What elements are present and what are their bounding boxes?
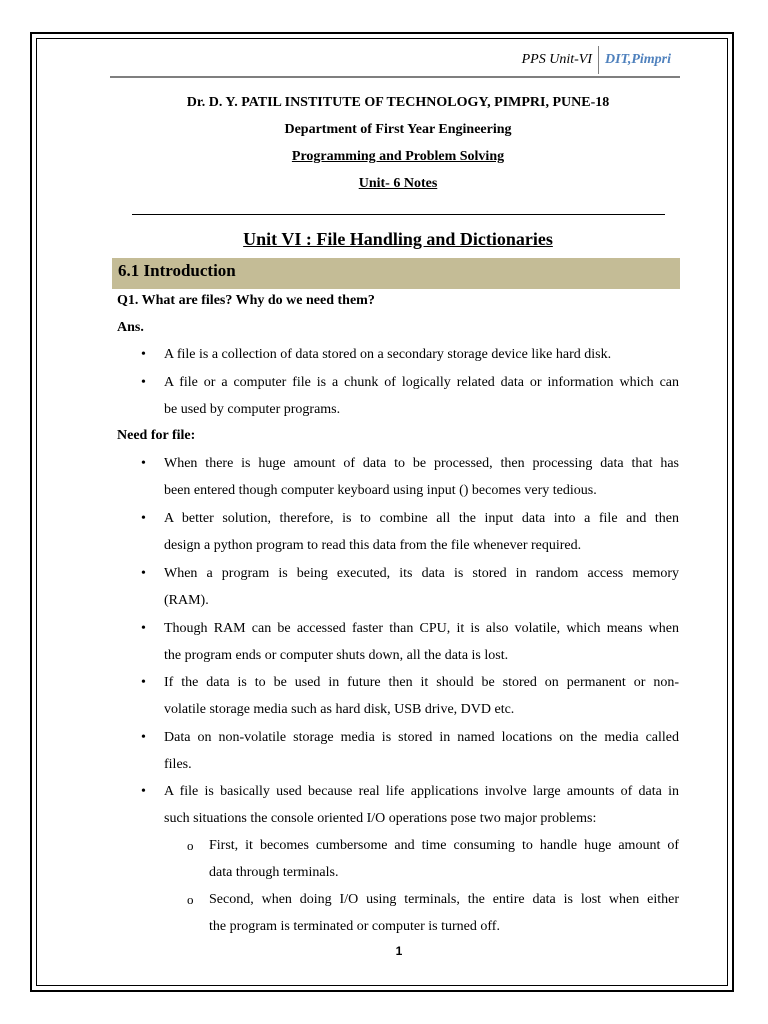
ans-bullet-2-line-1: A file or a computer file is a chunk of logically related data or information which can [164, 375, 679, 390]
ans-label: Ans. [117, 320, 144, 335]
need-bullet-1-line-1: When there is huge amount of data to be processed, then processing data that has [164, 456, 679, 471]
sub-bullet-2-line-1: Second, when doing I/O using terminals, the entire data is lost when either [209, 892, 679, 907]
need-bullet-3-line-1: When a program is being executed, its data is stored in random access memory [164, 566, 679, 581]
need-label: Need for file: [117, 428, 196, 443]
bullet-marker: • [141, 675, 146, 690]
bullet-marker: • [141, 375, 146, 390]
sub-bullet-marker: o [187, 892, 194, 907]
need-bullet-6-line-2: files. [164, 757, 192, 772]
need-bullet-3-line-2: (RAM). [164, 593, 209, 608]
header-separator [598, 46, 599, 74]
bullet-marker: • [141, 456, 146, 471]
header-left: PPS Unit-VI [521, 52, 592, 67]
page-header [110, 46, 680, 78]
need-bullet-5-line-2: volatile storage media such as hard disk, USB drive, DVD etc. [164, 702, 515, 717]
unit-notes: Unit- 6 Notes [358, 176, 438, 191]
section-heading [112, 258, 680, 289]
ans-bullet-1-line-1: A file is a collection of data stored on a secondary storage device like hard disk. [164, 347, 612, 362]
sub-bullet-marker: o [187, 838, 194, 853]
need-bullet-5-line-1: If the data is to be used in future then it should be stored on permanent or non- [164, 675, 679, 690]
sub-bullet-2-line-2: the program is terminated or computer is turned off. [209, 919, 500, 934]
section-title: 6.1 Introduction [118, 261, 236, 280]
header-right: DIT,Pimpri [605, 52, 671, 67]
need-bullet-7-line-1: A file is basically used because real life applications involve large amounts of data in [164, 784, 679, 799]
department-name: Department of First Year Engineering [284, 122, 512, 137]
bullet-marker: • [141, 730, 146, 745]
need-bullet-4-line-1: Though RAM can be accessed faster than CPU, it is also volatile, which means when [164, 621, 679, 636]
need-bullet-2-line-2: design a python program to read this data from the file whenever required. [164, 538, 582, 553]
need-bullet-4-line-2: the program ends or computer shuts down, all the data is lost. [164, 648, 509, 663]
question: Q1. What are files? Why do we need them? [117, 293, 375, 308]
bullet-marker: • [141, 566, 146, 581]
bullet-marker: • [141, 511, 146, 526]
bullet-marker: • [141, 347, 146, 362]
bullet-marker: • [141, 784, 146, 799]
need-bullet-7-line-2: such situations the console oriented I/O operations pose two major problems: [164, 811, 597, 826]
bullet-marker: • [141, 621, 146, 636]
page-number: 1 [395, 944, 403, 958]
need-bullet-1-line-2: been entered though computer keyboard using input () becomes very tedious. [164, 483, 597, 498]
course-name: Programming and Problem Solving [291, 149, 505, 164]
unit-title: Unit VI : File Handling and Dictionaries [243, 229, 553, 249]
sub-bullet-1-line-1: First, it becomes cumbersome and time consuming to handle huge amount of [209, 838, 679, 853]
divider-rule [132, 214, 665, 215]
need-bullet-2-line-1: A better solution, therefore, is to combine all the input data into a file and then [164, 511, 679, 526]
sub-bullet-1-line-2: data through terminals. [209, 865, 339, 880]
institute-name: Dr. D. Y. PATIL INSTITUTE OF TECHNOLOGY, PIMPRI, PUNE-18 [186, 95, 610, 110]
ans-bullet-2-line-2: be used by computer programs. [164, 402, 341, 417]
need-bullet-6-line-1: Data on non-volatile storage media is stored in named locations on the media called [164, 730, 679, 745]
